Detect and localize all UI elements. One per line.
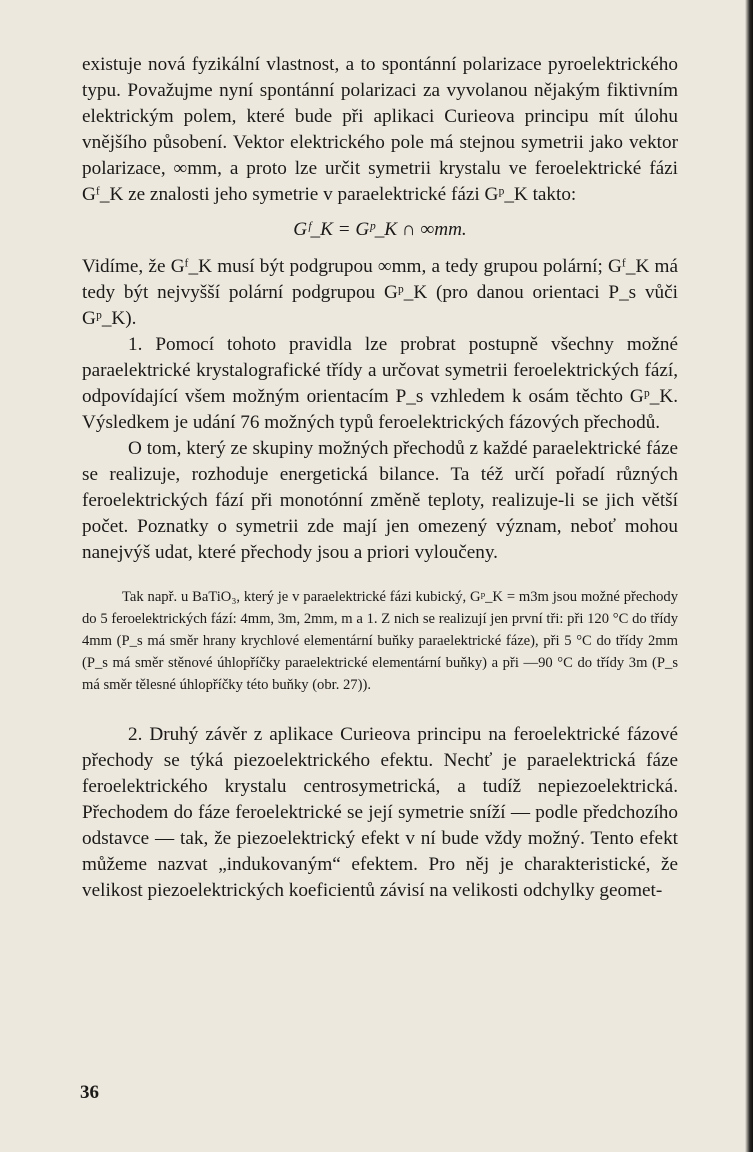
paragraph-rule-2: 2. Druhý závěr z aplikace Curieova principu na feroelektrické fázové přechody se týká piezoelektrického efektu. Nechť je paraelektrická fáze feroelektrického krystalu centrosymetrická, a tudíž nepiezoelektrická. Přechodem do fáze feroelektrické se její symetrie sníží — podle předchozího odstavce — tak, že piezoelektrický efekt v ní bude vždy možný. Tento efekt můžeme nazvat „indukovaným“ efektem. Pro něj je charakteristické, že velikost piezoelektrických koeficientů závisí na velikosti odchylky geomet- (82, 724, 678, 901)
page-number: 36 (80, 1082, 99, 1103)
note-batio3-example: Tak např. u BaTiO₃, který je v paraelektrické fázi kubický, Gᵖ_K = m3m jsou možné přechody do 5 feroelektrických fází: 4mm, 3m, 2mm, m a 1. Z nich se realizují jen první tři: při 120 °C do třídy 4mm (P_s má směr hrany krychlové elementární buňky paraelektrické fáze), při 5 °C do třídy 2mm (P_s má směr stěnové úhlopříčky paraelektrické elementární buňky) a při —90 °C do třídy 3m (P_s má směr tělesné úhlopříčky této buňky (obr. 27)). (82, 589, 678, 693)
page-edge-shadow (745, 0, 753, 1152)
paragraph-rule-1: 1. Pomocí tohoto pravidla lze probrat postupně všechny možné paraelektrické krystalografické třídy a určovat symetrii feroelektrických fází, odpovídající všem možným orientacím P_s vzhledem k osám těchto Gᵖ_K. Výsledkem je udání 76 možných typů feroelektrických fázových přechodů. (82, 334, 678, 433)
text-block (82, 52, 678, 904)
paragraph-curie-field: existuje nová fyzikální vlastnost, a to spontánní polarizace pyroelektrického typu. Považujme nyní spontánní polarizaci za vyvolanou nějakým fiktivním elektrickým polem, které bude při aplikaci Curieova principu mít úlohu vnějšího působení. Vektor elektrického pole má stejnou symetrii jako vektor polarizace, ∞mm, a proto lze určit symetrii krystalu ve feroelektrické fázi Gᶠ_K ze znalosti jeho symetrie v paraelektrické fázi Gᵖ_K takto: (82, 54, 678, 205)
paragraph-energy-balance: O tom, který ze skupiny možných přechodů z každé paraelektrické fáze se realizuje, rozhoduje energetická bilance. Ta též určí pořadí různých feroelektrických fází při monotónní změně teploty, realizuje-li se jich větší počet. Poznatky o symetrii zde mají jen omezený význam, neboť mohou nanejvýš udat, které přechody jsou a priori vyloučeny. (82, 438, 678, 563)
paragraph-polar-subgroup: Vidíme, že Gᶠ_K musí být podgrupou ∞mm, a tedy grupou polární; Gᶠ_K má tedy být nejvyšší polární podgrupou Gᵖ_K (pro danou orientaci P_s vůči Gᵖ_K). (82, 256, 678, 329)
symmetry-equation: Gᶠ_K = Gᵖ_K ∩ ∞mm. (293, 219, 467, 240)
